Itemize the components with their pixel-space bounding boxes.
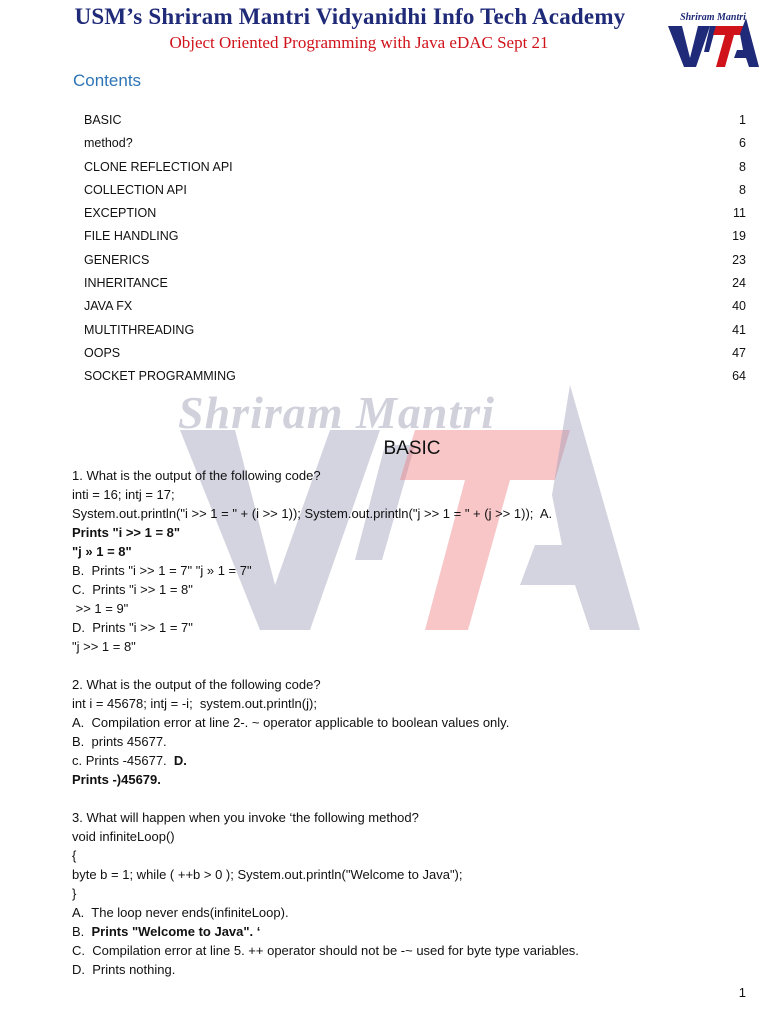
toc-label: CLONE REFLECTION API	[84, 159, 233, 174]
toc-page: 8	[739, 159, 746, 174]
answer-option-b: B. prints 45677.	[72, 734, 167, 749]
toc-page: 6	[739, 136, 746, 151]
code-line: inti = 16; intj = 17;	[72, 487, 175, 502]
answer-option-a: Prints "i >> 1 = 8"	[72, 525, 181, 540]
option-b-text: Prints "Welcome to Java". ‘	[91, 924, 261, 939]
answer-option-b: B. Prints "i >> 1 = 7" "j » 1 = 7"	[72, 563, 252, 578]
toc-label: SOCKET PROGRAMMING	[84, 369, 236, 384]
question-3-text: 3. What will happen when you invoke ‘the following method?	[72, 810, 419, 825]
toc-page: 24	[732, 276, 746, 291]
toc-label: OOPS	[84, 345, 121, 360]
code-line: System.out.println("i >> 1 = " + (i >> 1)); System.out.println("j >> 1 = " + (j >> 1)); A.	[72, 506, 553, 521]
vita-logo	[664, 12, 760, 68]
code-line: {	[72, 848, 77, 863]
answer-option-d: D. Prints "i >> 1 = 7"	[72, 620, 193, 635]
answer-option-d-cont: "j >> 1 = 8"	[72, 639, 136, 654]
toc-page: 41	[732, 322, 746, 337]
answer-option-c-cont: >> 1 = 9"	[72, 601, 129, 616]
toc-entry[interactable]	[84, 276, 746, 299]
toc-entry[interactable]	[84, 136, 746, 159]
toc-page: 23	[732, 252, 746, 267]
code-line: byte b = 1; while ( ++b > 0 ); System.out.println("Welcome to Java");	[72, 867, 463, 882]
toc-entry[interactable]	[84, 160, 746, 183]
answer-option-a: A. The loop never ends(infiniteLoop).	[72, 905, 289, 920]
watermark-text: Shriram Mantri	[178, 387, 495, 438]
toc-label: MULTITHREADING	[84, 322, 195, 337]
vita-logo-icon	[664, 12, 760, 68]
section-title: BASIC	[383, 438, 441, 459]
toc-page: 19	[732, 229, 746, 244]
header-subtitle: Object Oriented Programming with Java eDAC Sept 21	[169, 33, 549, 52]
code-line: }	[72, 886, 77, 901]
toc-entry[interactable]	[84, 369, 746, 392]
toc-page: 11	[733, 206, 746, 221]
header-title: USM’s Shriram Mantri Vidyanidhi Info Tech Academy	[74, 4, 626, 29]
toc-page: 1	[739, 113, 746, 127]
answer-option-d: Prints -)45679.	[72, 772, 161, 787]
toc-entry[interactable]	[84, 183, 746, 206]
option-d-marker: D.	[173, 753, 187, 768]
toc-label: FILE HANDLING	[84, 229, 179, 244]
code-line: int i = 45678; intj = -i; system.out.println(j);	[72, 696, 317, 711]
question-2-text: 2. What is the output of the following code?	[72, 677, 321, 692]
toc-page: 64	[732, 369, 746, 384]
logo-caption: Shriram Mantri	[680, 12, 746, 23]
toc-label: method?	[84, 136, 133, 151]
toc-heading: Contents	[73, 71, 142, 90]
table-of-contents	[84, 113, 746, 393]
answer-option-c	[72, 751, 752, 770]
questions-body	[72, 466, 752, 979]
toc-entry[interactable]	[84, 253, 746, 276]
toc-entry[interactable]	[84, 346, 746, 369]
toc-label: COLLECTION API	[84, 182, 187, 197]
toc-entry[interactable]	[84, 113, 746, 136]
toc-label: INHERITANCE	[84, 276, 168, 291]
toc-label: GENERICS	[84, 252, 150, 267]
answer-option-a: A. Compilation error at line 2-. ~ operator applicable to boolean values only.	[72, 715, 510, 730]
toc-entry[interactable]	[84, 206, 746, 229]
answer-option-c: C. Compilation error at line 5. ++ operator should not be -~ used for byte type variables.	[72, 943, 579, 958]
toc-entry[interactable]	[84, 323, 746, 346]
answer-option-d: D. Prints nothing.	[72, 962, 176, 977]
toc-label: BASIC	[84, 113, 122, 127]
answer-option-a-cont: "j » 1 = 8"	[72, 544, 132, 559]
option-c-text: c. Prints -45677.	[72, 753, 174, 768]
answer-option-c: C. Prints "i >> 1 = 8"	[72, 582, 193, 597]
option-b-marker: B.	[72, 924, 92, 939]
toc-entry[interactable]	[84, 229, 746, 252]
code-line: void infiniteLoop()	[72, 829, 175, 844]
page-number: 1	[738, 985, 746, 1000]
toc-label: EXCEPTION	[84, 206, 157, 221]
toc-entry[interactable]	[84, 299, 746, 322]
toc-label: JAVA FX	[84, 299, 133, 314]
question-1-text: 1. What is the output of the following code?	[72, 468, 321, 483]
toc-page: 8	[739, 182, 746, 197]
toc-page: 47	[732, 345, 746, 360]
answer-option-b	[72, 922, 752, 941]
toc-page: 40	[732, 299, 746, 314]
